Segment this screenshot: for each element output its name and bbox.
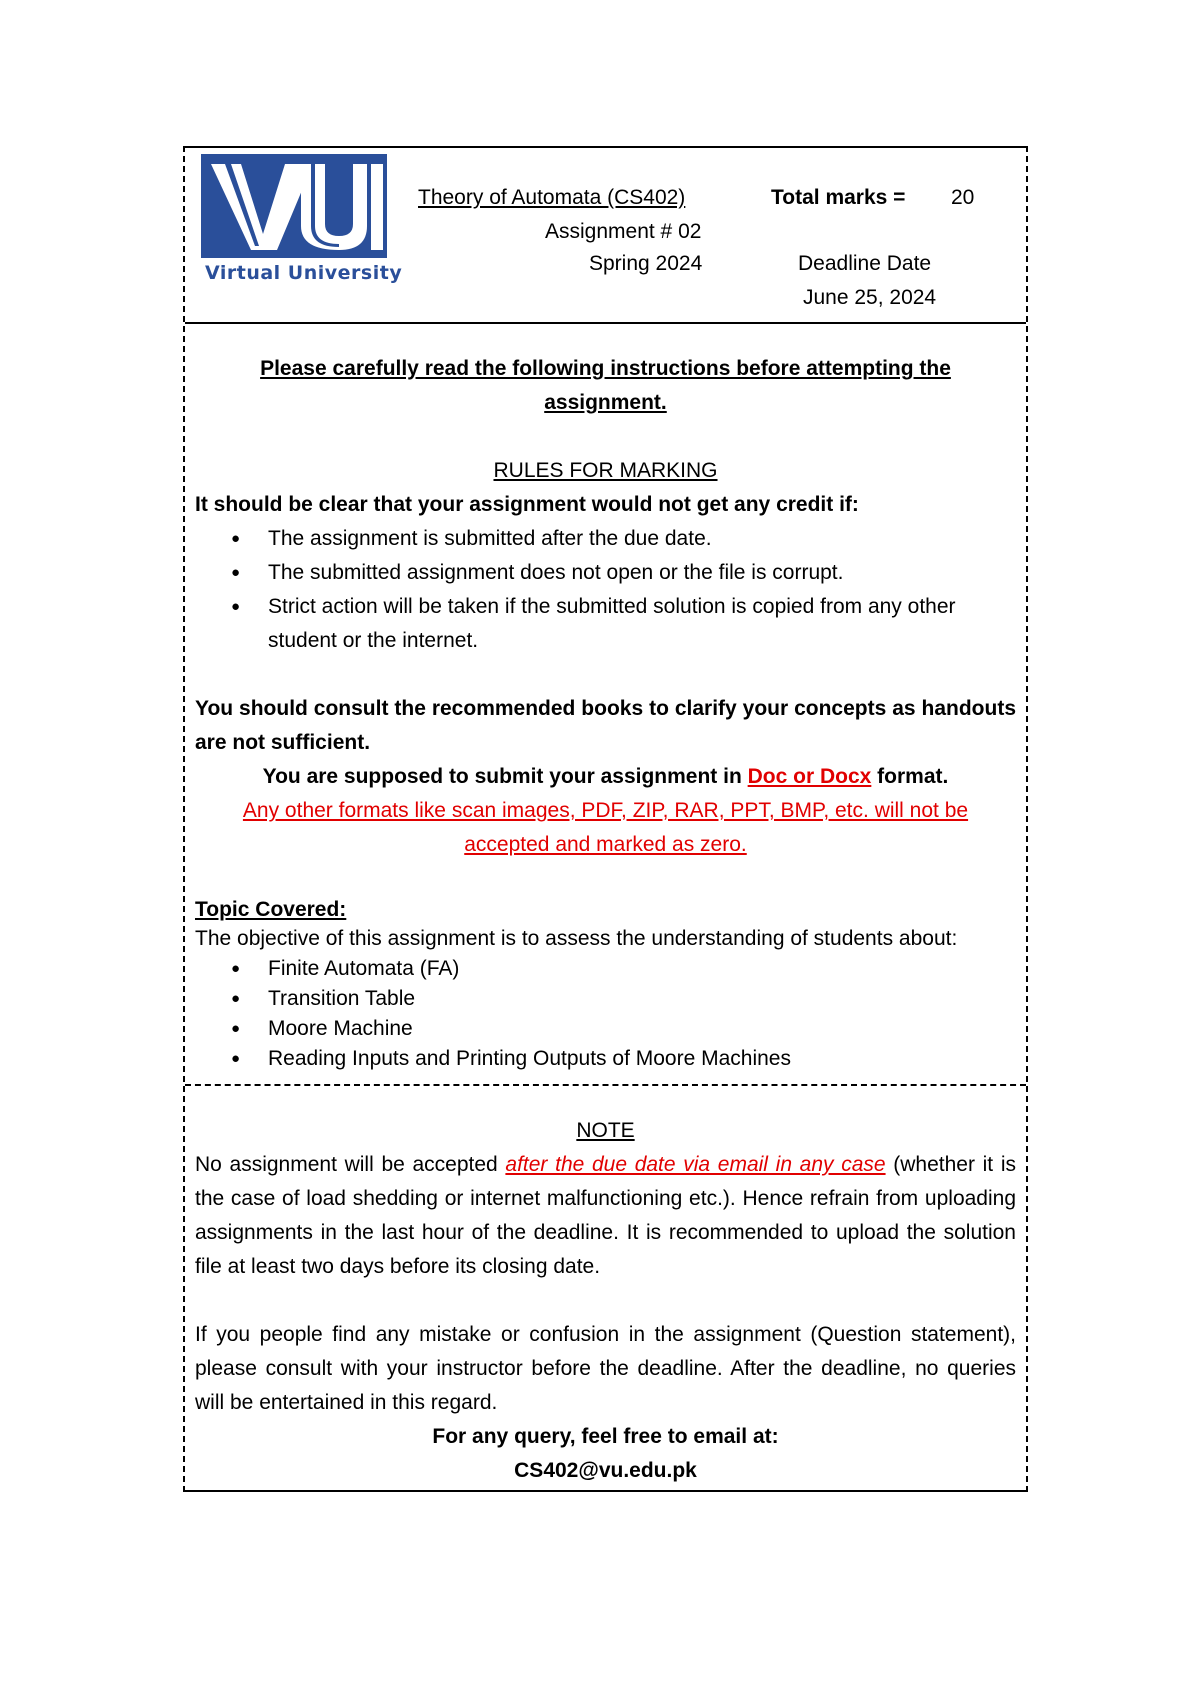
topic-heading: Topic Covered: [195,898,347,921]
note-section [185,1084,1026,1492]
assignment-table [183,146,1028,1492]
rules-intro: It should be clear that your assignment would not get any credit if: [195,493,859,516]
contact-email: CS402@vu.edu.pk [514,1459,697,1482]
course-title: Theory of Automata (CS402) [418,186,686,209]
list-item: ● Reading Inputs and Printing Outputs of Moore Machines [268,1044,1016,1074]
vu-logo-icon [201,154,387,258]
submit-format-text [195,760,1016,794]
list-item: ● Moore Machine [268,1014,1016,1044]
note-paragraph-2: If you people find any mistake or confusion in the assignment (Question statement), please consult with your instructor before the deadline. After the deadline, no queries will be entertained in this regard. [195,1323,1016,1414]
list-item: ● The submitted assignment does not open or the file is corrupt. [268,556,1016,590]
note-p1-highlight: after the due date via email in any case [505,1153,886,1176]
header-row [185,148,1026,324]
note-heading: NOTE [576,1119,635,1142]
rules-heading: RULES FOR MARKING [493,459,718,482]
formats-warning: Any other formats like scan images, PDF, ZIP, RAR, PPT, BMP, etc. will not be accepted and marked as zero. [242,799,969,856]
deadline-value: June 25, 2024 [803,286,937,309]
list-item: ● Finite Automata (FA) [268,954,1016,984]
instructions-heading: Please carefully read the following instructions before attempting the assignment. [260,357,951,414]
semester: Spring 2024 [589,252,703,275]
vu-logo-text: Virtual University [205,262,403,284]
note-paragraph-1 [195,1148,1016,1284]
topics-list [195,954,1016,1074]
assignment-number: Assignment # 02 [545,220,702,243]
list-item: ● Transition Table [268,984,1016,1014]
total-marks-value: 20 [951,186,975,209]
submit-prefix: You are supposed to submit your assignment in [262,765,748,788]
list-item: ● Strict action will be taken if the submitted solution is copied from any other student or the internet. [268,590,1016,658]
vu-logo [201,154,403,284]
deadline-label: Deadline Date [798,252,932,275]
total-marks-label: Total marks = [771,186,906,209]
instructions-section [185,322,1026,1086]
query-label: For any query, feel free to email at: [432,1425,779,1448]
note-p1-suffix: (whether it is the case of load shedding or internet malfunctioning etc.). Hence refrain from uploading assignments in the last hour of the deadline. It is recommended to upload the solution file at least two days before its closing date. [195,1153,1016,1278]
rules-list [195,522,1016,658]
list-item: ● The assignment is submitted after the due date. [268,522,1016,556]
topic-intro: The objective of this assignment is to assess the understanding of students about: [195,927,958,950]
submit-suffix: format. [871,765,949,788]
consult-text: You should consult the recommended books to clarify your concepts as handouts are not sufficient. [195,697,1016,754]
submit-format: Doc or Docx [747,765,872,788]
note-p1-prefix: No assignment will be accepted [195,1153,506,1176]
